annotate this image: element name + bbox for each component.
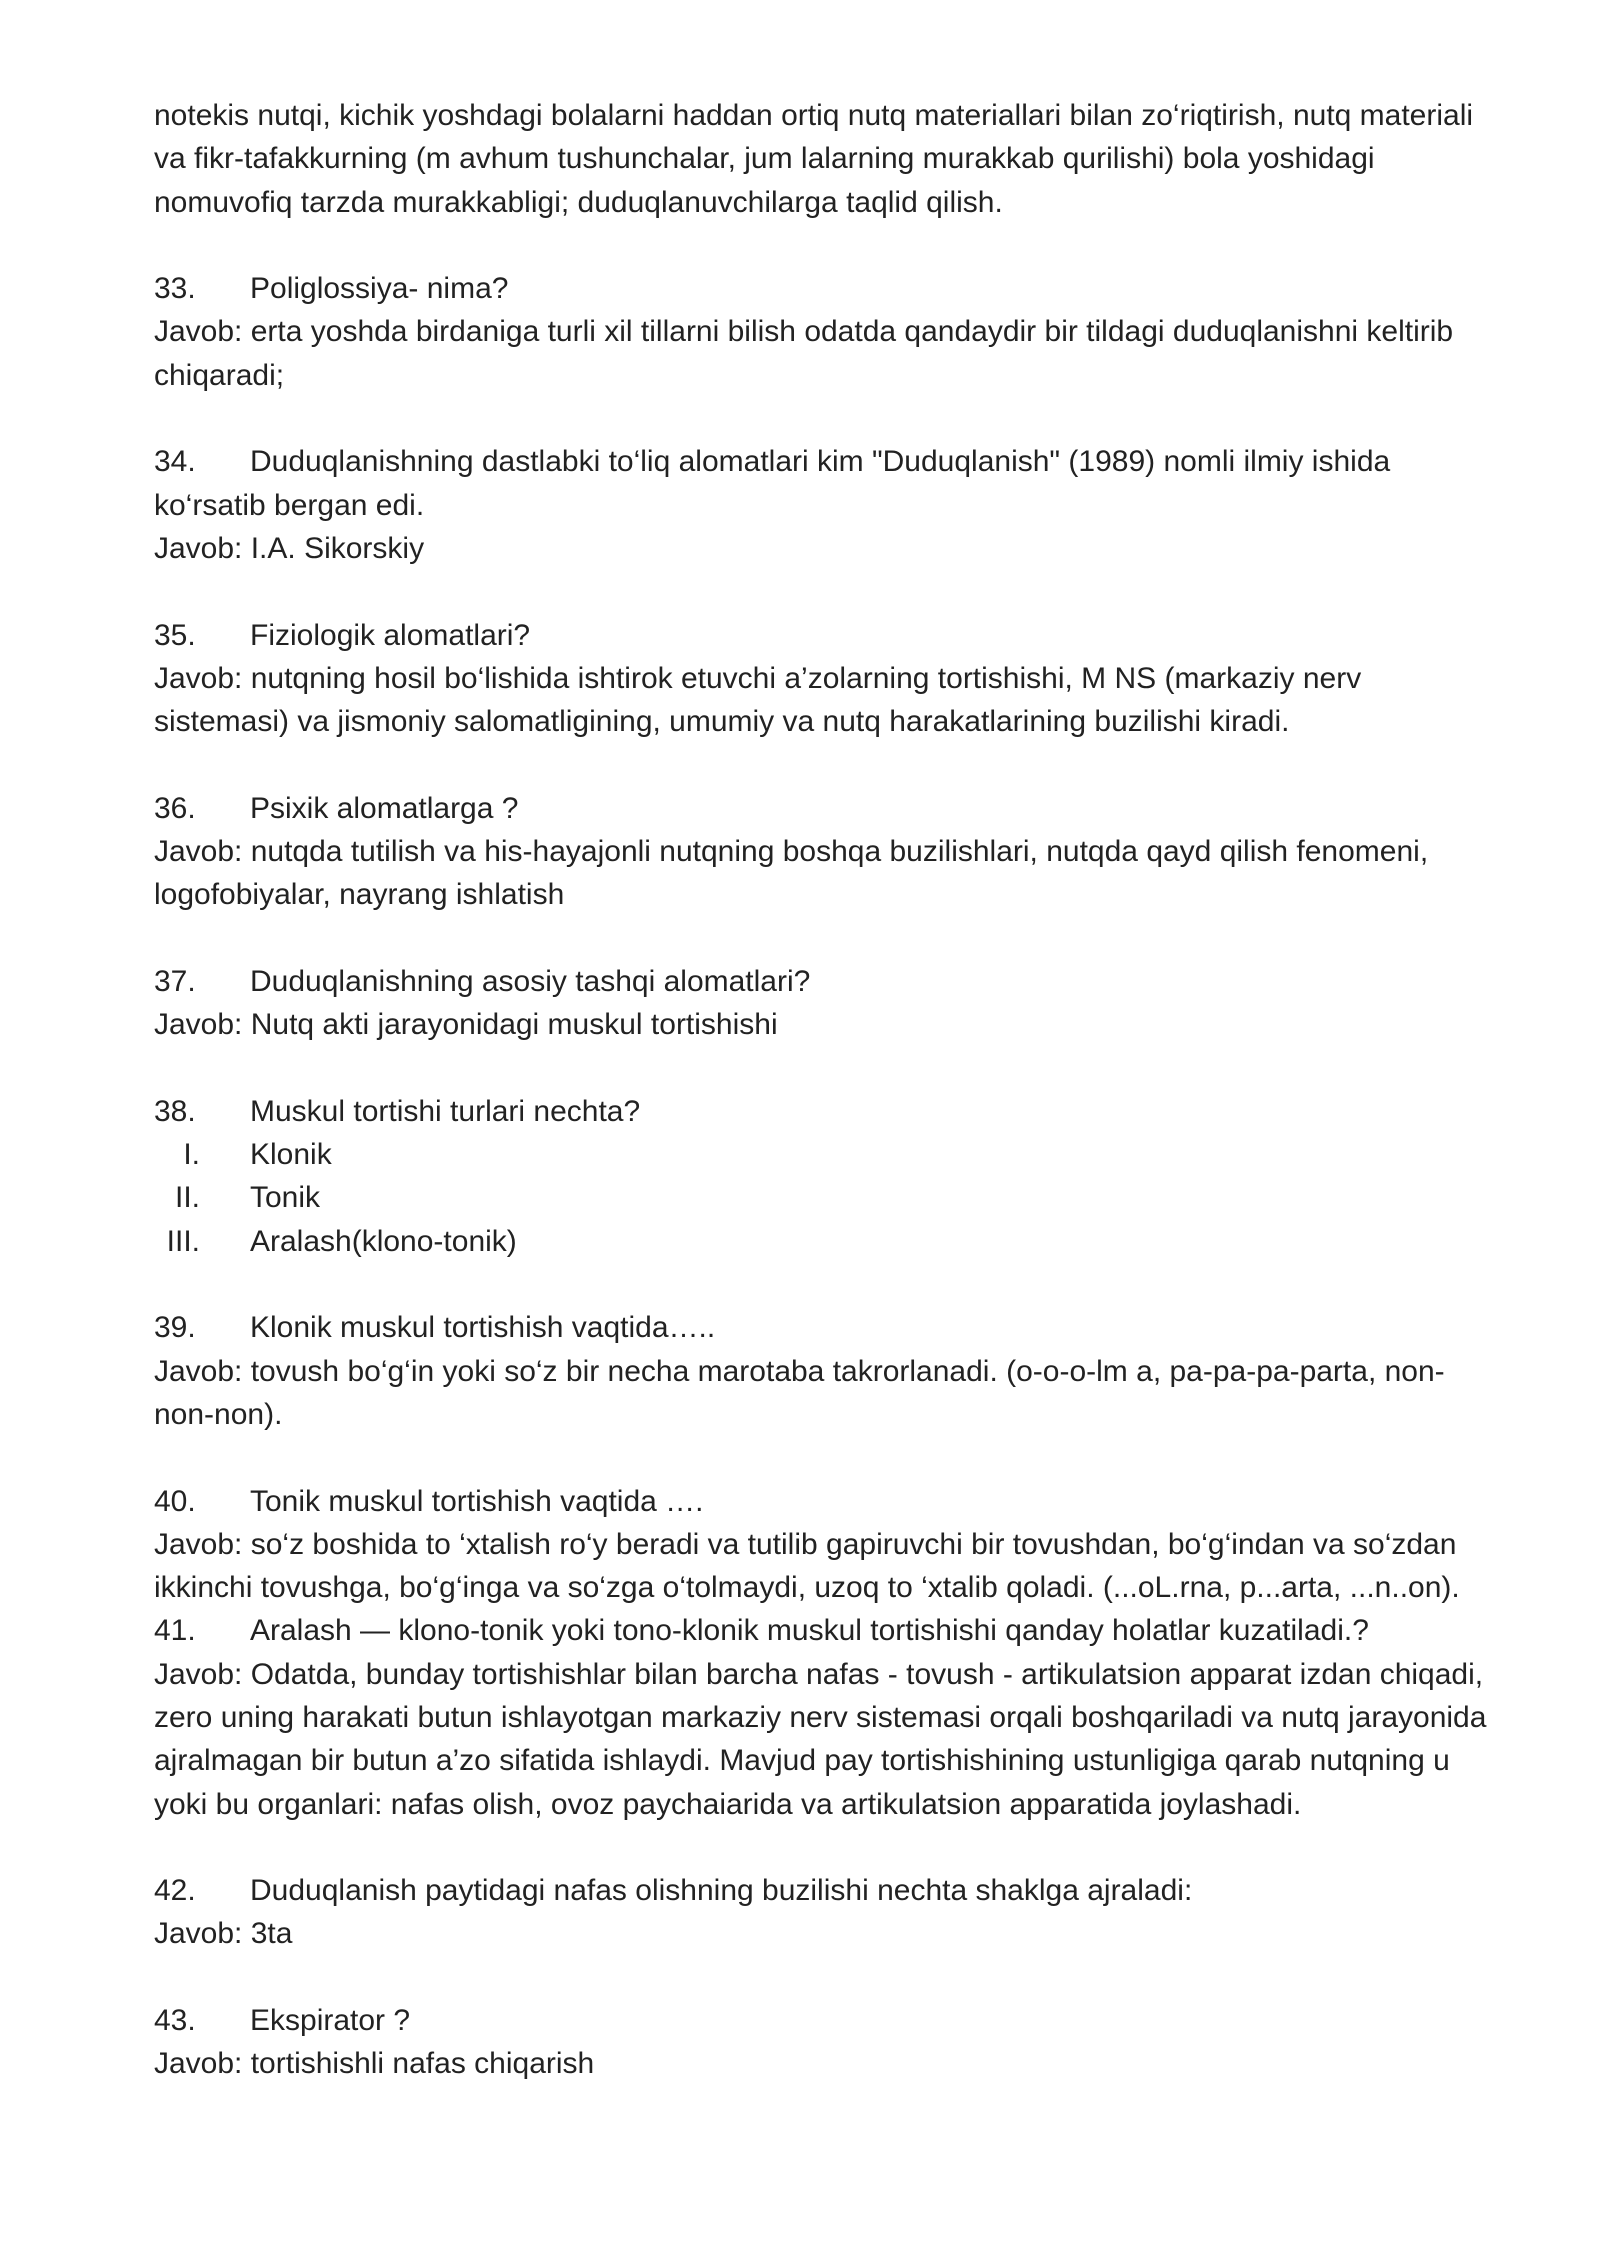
question-number: 34.	[154, 445, 196, 479]
question-number: 35.	[154, 618, 196, 652]
answer-text: Javob: tovush bo‘g‘in yoki so‘z bir necha marotaba takrorlanadi. (o-o-o-lm a, pa-pa-pa-parta, non-non-non).	[154, 1354, 1445, 1431]
question-text: Duduqlanishning asosiy tashqi alomatlari?	[250, 964, 811, 998]
question-line	[154, 1609, 1494, 1652]
question-number: 39.	[154, 1311, 196, 1345]
list-item	[154, 1176, 1494, 1219]
answer-text: Javob: erta yoshda birdaniga turli xil tillarni bilish odatda qandaydir bir tildagi duduqlanishni keltirib chiqaradi;	[154, 315, 1454, 392]
question-number: 33.	[154, 272, 196, 306]
question-line	[154, 614, 1494, 657]
question-block	[154, 1869, 1494, 1956]
question-text: Duduqlanishning dastlabki to‘liq alomatlari kim "Duduqlanish" (1989) nomli ilmiy ishida ko‘rsatib bergan edi.	[154, 445, 1391, 522]
muscle-types-list	[154, 1133, 1494, 1263]
list-item	[154, 1220, 1494, 1263]
list-item-number: I.	[183, 1138, 200, 1172]
answer-text: Javob: Odatda, bunday tortishishlar bilan barcha nafas - tovush - artikulatsion apparat izdan chiqadi, zero uning harakati butun ishlayotgan markaziy nerv sistemasi orqali boshqariladi va nutq jarayonida ajralmagan bir butun a’zo sifatida ishlaydi. Mavjud pay tortishishining ustunligiga qarab nutqning u yoki bu organlari: nafas olish, ovoz paychaiarida va artikulatsion apparatida joylashadi.	[154, 1657, 1487, 1821]
question-number: 40.	[154, 1484, 196, 1518]
list-item-number: II.	[174, 1181, 200, 1215]
answer-text: Javob: 3ta	[154, 1917, 293, 1951]
question-number: 42.	[154, 1874, 196, 1908]
answer-text: Javob: I.A. Sikorskiy	[154, 531, 425, 565]
question-number: 36.	[154, 791, 196, 825]
list-item	[154, 1133, 1494, 1176]
question-block	[154, 787, 1494, 917]
question-line	[154, 787, 1494, 830]
question-line	[154, 1999, 1494, 2042]
answer-text: Javob: Nutq akti jarayonidagi muskul tortishishi	[154, 1008, 778, 1042]
question-text: Ekspirator ?	[250, 2004, 411, 2038]
question-block	[154, 440, 1494, 570]
question-block	[154, 1306, 1494, 1436]
answer-text: Javob: nutqning hosil bo‘lishida ishtirok etuvchi a’zolarning tortishishi, M NS (markaziy nerv sistemasi) va jismoniy salomatligining, umumiy va nutq harakatlarining buzilishi kiradi.	[154, 661, 1362, 739]
question-text: Tonik muskul tortishish vaqtida ….	[250, 1484, 704, 1518]
question-number: 43.	[154, 2004, 196, 2038]
question-block	[154, 1480, 1494, 1610]
question-block	[154, 1999, 1494, 2086]
question-number: 38.	[154, 1094, 196, 1128]
question-text: Fiziologik alomatlari?	[250, 618, 531, 652]
question-line	[154, 1480, 1494, 1523]
question-block	[154, 1609, 1494, 1825]
list-item-text: Klonik	[250, 1138, 332, 1172]
question-number: 41.	[154, 1614, 196, 1648]
question-number: 37.	[154, 964, 196, 998]
question-line	[154, 1306, 1494, 1349]
question-block	[154, 960, 1494, 1047]
question-line	[154, 440, 1494, 527]
question-line	[154, 267, 1494, 310]
document-page	[154, 94, 1494, 2086]
question-block	[154, 614, 1494, 744]
answer-text: Javob: nutqda tutilish va his-hayajonli nutqning boshqa buzilishlari, nutqda qayd qilish fenomeni, logofobiyalar, nayrang ishlatish	[154, 835, 1429, 912]
intro-paragraph: notekis nutqi, kichik yoshdagi bolalarni haddan ortiq nutq materiallari bilan zo‘riqtirish, nutq materiali va fikr-tafakkurning (m avhum tushunchalar, jum lalarning murakkab qurilishi) bola yoshidagi nomuvofiq tarzda murakkabligi; duduqlanuvchilarga taqlid qilish.	[154, 99, 1474, 219]
answer-text: Javob: so‘z boshida to ‘xtalish ro‘y beradi va tutilib gapiruvchi bir tovushdan, bo‘g‘indan va so‘zdan ikkinchi tovushga, bo‘g‘inga va so‘zga o‘tolmaydi, uzoq to ‘xtalib qoladi. (...oL.rna, p...arta, ...n..on).	[154, 1527, 1460, 1605]
question-text: Poliglossiya- nima?	[250, 272, 509, 306]
list-item-text: Aralash(klono-tonik)	[250, 1224, 517, 1258]
question-text: Klonik muskul tortishish vaqtida…..	[250, 1311, 716, 1345]
question-block	[154, 1090, 1494, 1263]
question-text: Muskul tortishi turlari nechta?	[250, 1094, 641, 1128]
question-block	[154, 267, 1494, 397]
question-line	[154, 1869, 1494, 1912]
question-text: Duduqlanish paytidagi nafas olishning buzilishi nechta shaklga ajraladi:	[250, 1874, 1193, 1908]
question-line	[154, 960, 1494, 1003]
answer-text: Javob: tortishishli nafas chiqarish	[154, 2047, 595, 2081]
question-line	[154, 1090, 1494, 1133]
question-text: Psixik alomatlarga ?	[250, 791, 519, 825]
list-item-text: Tonik	[250, 1181, 321, 1215]
list-item-number: III.	[166, 1224, 200, 1258]
question-text: Aralash — klono-tonik yoki tono-klonik muskul tortishishi qanday holatlar kuzatiladi.?	[250, 1614, 1369, 1648]
